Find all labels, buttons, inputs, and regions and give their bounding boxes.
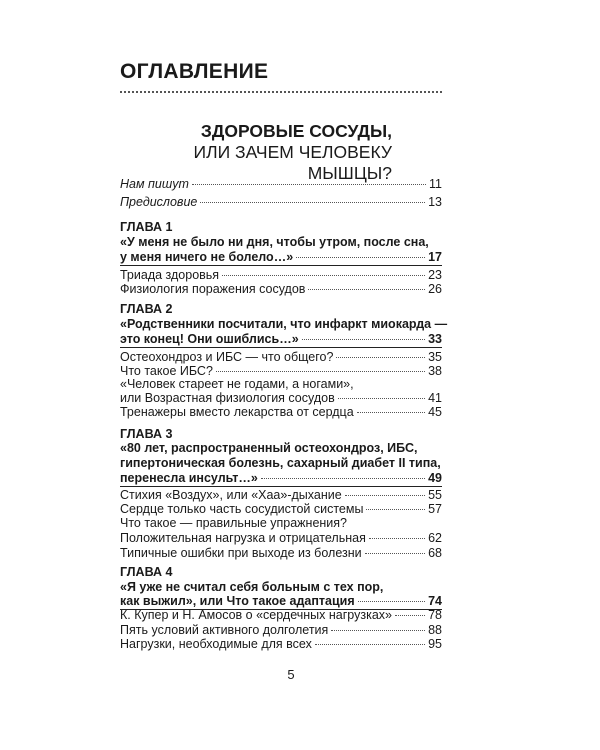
toc-entry-page: 88 xyxy=(428,623,442,637)
dot-leader xyxy=(345,495,425,496)
chapter-4-number: ГЛАВА 4 xyxy=(120,565,173,579)
toc-entry[interactable] xyxy=(120,405,442,420)
toc-entry-label: Тренажеры вместо лекарства от сердца xyxy=(120,405,354,419)
dotted-divider xyxy=(120,91,442,93)
toc-entry-label: К. Купер и Н. Амосов о «сердечных нагрузках» xyxy=(120,608,392,622)
dot-leader xyxy=(192,184,426,185)
chapter-3-number: ГЛАВА 3 xyxy=(120,427,173,441)
dot-leader xyxy=(315,644,425,645)
toc-entry-page: 41 xyxy=(428,391,442,405)
toc-entry[interactable] xyxy=(120,177,442,192)
toc-entry-multiline[interactable] xyxy=(120,516,442,531)
chapter-title-line: «У меня не было ни дня, чтобы утром, после сна, xyxy=(120,235,429,249)
toc-entry-label: Что такое — правильные упражнения? xyxy=(120,516,347,530)
chapter-1-title[interactable] xyxy=(120,235,442,250)
dot-leader xyxy=(358,601,425,602)
toc-entry-page: 95 xyxy=(428,637,442,651)
toc-entry[interactable] xyxy=(120,391,442,406)
dot-leader xyxy=(216,371,425,372)
dot-leader xyxy=(222,275,425,276)
dot-leader xyxy=(331,630,425,631)
chapter-4-title-end[interactable] xyxy=(120,594,442,609)
chapter-3-title[interactable] xyxy=(120,441,442,471)
toc-entry-label: «Человек стареет не годами, а ногами», xyxy=(120,377,354,391)
toc-entry-label: Сердце только часть сосудистой системы xyxy=(120,502,364,516)
toc-entry-page: 78 xyxy=(428,608,442,622)
toc-entry[interactable] xyxy=(120,623,442,638)
toc-entry-page: 38 xyxy=(428,364,442,378)
dot-leader xyxy=(365,553,425,554)
toc-entry-label: Что такое ИБС? xyxy=(120,364,213,378)
toc-entry-label: Нагрузки, необходимые для всех xyxy=(120,637,312,651)
chapter-2-title[interactable] xyxy=(120,317,448,332)
toc-entry-label: или Возрастная физиология сосудов xyxy=(120,391,335,405)
dot-leader xyxy=(395,615,425,616)
chapter-3-title-end[interactable] xyxy=(120,471,442,486)
toc-entry-label: Стихия «Воздух», или «Хаа»-дыхание xyxy=(120,488,342,502)
toc-entry-multiline[interactable] xyxy=(120,377,442,392)
book-title xyxy=(120,121,392,184)
toc-entry-page: 62 xyxy=(428,531,442,545)
toc-entry-page: 49 xyxy=(428,471,442,485)
chapter-2-title-end[interactable] xyxy=(120,332,442,347)
chapter-title-underline xyxy=(120,265,442,266)
toc-entry-page: 11 xyxy=(429,177,442,191)
chapter-title-line: «Я уже не считал себя больным с тех пор, xyxy=(120,580,384,594)
toc-entry-label: Нам пишут xyxy=(120,177,189,191)
toc-entry-label: Типичные ошибки при выходе из болезни xyxy=(120,546,362,560)
page-heading: ОГЛАВЛЕНИЕ xyxy=(120,60,269,83)
dot-leader xyxy=(357,412,425,413)
toc-entry[interactable] xyxy=(120,502,442,517)
dot-leader xyxy=(296,257,425,258)
chapter-title-line: это конец! Они ошиблись…» xyxy=(120,332,299,346)
dot-leader xyxy=(336,357,425,358)
toc-entry-page: 74 xyxy=(428,594,442,608)
chapter-title-line: «Родственники посчитали, что инфаркт миокарда — xyxy=(120,317,448,331)
toc-entry-page: 13 xyxy=(428,195,442,209)
toc-entry-label: Физиология поражения сосудов xyxy=(120,282,306,296)
toc-entry-page: 23 xyxy=(428,268,442,282)
toc-entry-label: Положительная нагрузка и отрицательная xyxy=(120,531,366,545)
toc-entry-page: 45 xyxy=(428,405,442,419)
chapter-2-number: ГЛАВА 2 xyxy=(120,302,173,316)
dot-leader xyxy=(308,289,425,290)
dot-leader xyxy=(200,202,425,203)
toc-entry-page: 26 xyxy=(428,282,442,296)
toc-entry-page: 35 xyxy=(428,350,442,364)
toc-entry[interactable] xyxy=(120,282,442,297)
chapter-title-underline xyxy=(120,486,442,487)
chapter-title-line: «80 лет, распространенный остеохондроз, ИБС, xyxy=(120,441,418,455)
dot-leader xyxy=(369,538,425,539)
chapter-title-line: перенесла инсульт…» xyxy=(120,471,258,485)
chapter-title-line: у меня ничего не болело…» xyxy=(120,250,294,264)
chapter-title-underline xyxy=(120,347,442,348)
chapter-1-title-end[interactable] xyxy=(120,250,442,265)
toc-entry[interactable] xyxy=(120,195,442,210)
toc-entry-label: Пять условий активного долголетия xyxy=(120,623,329,637)
toc-entry[interactable] xyxy=(120,531,442,546)
toc-entry-page: 33 xyxy=(428,332,442,346)
book-title-line-2: ИЛИ ЗАЧЕМ ЧЕЛОВЕКУ МЫШЦЫ? xyxy=(193,142,392,183)
chapter-4-title[interactable] xyxy=(120,580,442,595)
chapter-title-line: гипертоническая болезнь, сахарный диабет II типа, xyxy=(120,456,441,470)
toc-entry-label: Предисловие xyxy=(120,195,198,209)
toc-entry[interactable] xyxy=(120,546,442,561)
dot-leader xyxy=(366,509,425,510)
dot-leader xyxy=(338,398,425,399)
chapter-1-number: ГЛАВА 1 xyxy=(120,220,173,234)
toc-entry-label: Триада здоровья xyxy=(120,268,220,282)
toc-entry[interactable] xyxy=(120,268,442,283)
toc-entry[interactable] xyxy=(120,608,442,623)
toc-entry[interactable] xyxy=(120,488,442,503)
toc-entry[interactable] xyxy=(120,637,442,652)
chapter-title-line: как выжил», или Что такое адаптация xyxy=(120,594,355,608)
dot-leader xyxy=(261,478,425,479)
toc-entry[interactable] xyxy=(120,350,442,365)
toc-entry-page: 17 xyxy=(428,250,442,264)
toc-entry-page: 55 xyxy=(428,488,442,502)
toc-entry-page: 68 xyxy=(428,546,442,560)
book-title-line-1: ЗДОРОВЫЕ СОСУДЫ, xyxy=(200,121,392,141)
dot-leader xyxy=(302,339,425,340)
toc-entry-label: Остеохондроз и ИБС — что общего? xyxy=(120,350,334,364)
toc-entry-page: 57 xyxy=(428,502,442,516)
page-number: 5 xyxy=(287,667,295,682)
